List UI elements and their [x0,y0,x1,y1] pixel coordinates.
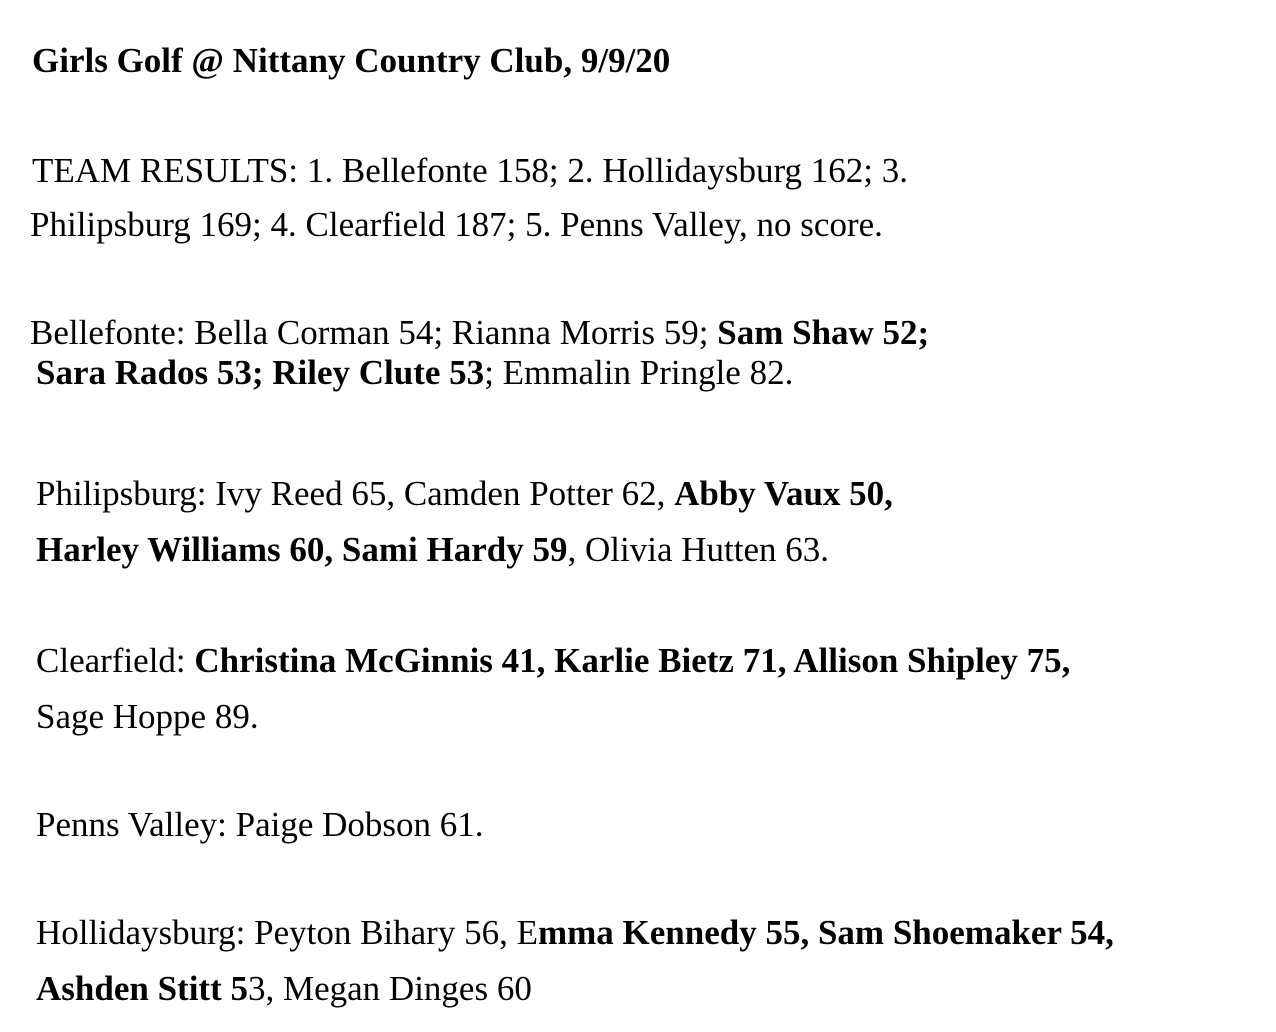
philipsburg-scores-plain-2: , Olivia Hutten 63. [567,530,829,569]
philipsburg-scores-bold-2: Harley Williams 60, Sami Hardy 59 [36,530,568,569]
philipsburg-line-2 [36,530,829,570]
clearfield-scores-plain-1: Clearfield: [36,641,195,680]
philipsburg-line-1 [36,474,893,514]
clearfield-line-2 [36,697,259,737]
clearfield-scores-plain-2: Sage Hoppe 89. [36,697,259,736]
hollidaysburg-scores-bold-2: Ashden Stitt 5 [36,969,248,1008]
philipsburg-scores-plain-1: Philipsburg: Ivy Reed 65, Camden Potter 62, [36,474,675,513]
hollidaysburg-scores-bold-1: mma Kennedy 55, Sam Shoemaker 54, [537,913,1114,952]
bellefonte-line-2 [36,353,793,393]
bellefonte-line-1 [30,313,929,353]
hollidaysburg-scores-plain-2: 3, Megan Dinges 60 [247,969,532,1008]
bellefonte-scores-plain-1: Bellefonte: Bella Corman 54; Rianna Morris 59; [30,313,718,352]
document-title: Girls Golf @ Nittany Country Club, 9/9/20 [32,41,671,80]
hollidaysburg-scores-plain-1: Hollidaysburg: Peyton Bihary 56, E [36,913,538,952]
clearfield-line-1 [36,641,1070,681]
clearfield-scores-bold-1: Christina McGinnis 41, Karlie Bietz 71, Allison Shipley 75, [194,641,1071,680]
team-results-line-1: TEAM RESULTS: 1. Bellefonte 158; 2. Hollidaysburg 162; 3. [32,151,908,190]
team-results-line-2: Philipsburg 169; 4. Clearfield 187; 5. Penns Valley, no score. [30,205,883,244]
penns-valley-scores-plain-1: Penns Valley: Paige Dobson 61. [36,805,484,844]
hollidaysburg-line-2 [36,969,532,1009]
bellefonte-scores-bold-2: Sara Rados 53; Riley Clute 53 [36,353,485,392]
philipsburg-scores-bold-1: Abby Vaux 50, [674,474,893,513]
penns-valley-line-1 [36,805,484,845]
bellefonte-scores-plain-2: ; Emmalin Pringle 82. [484,353,794,392]
hollidaysburg-line-1 [36,913,1114,953]
bellefonte-scores-bold-1: Sam Shaw 52; [717,313,930,352]
